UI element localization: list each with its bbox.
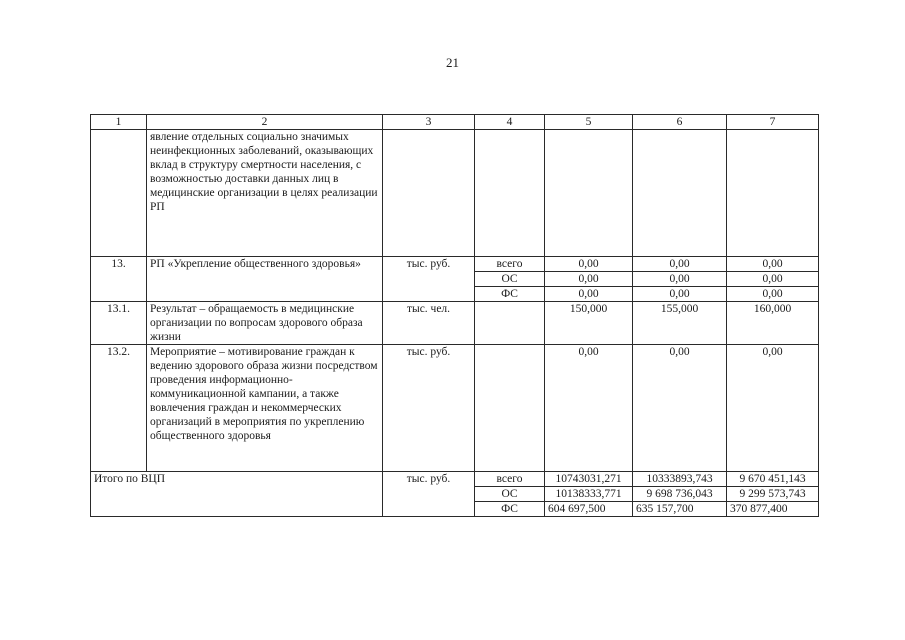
row-13-1-unit: тыс. чел. bbox=[383, 302, 475, 345]
row-13-1-col7: 160,000 bbox=[727, 302, 819, 345]
row-13-number: 13. bbox=[91, 257, 147, 302]
total-all-col6: 10333893,743 bbox=[633, 472, 727, 487]
row-13-total-col7: 0,00 bbox=[727, 257, 819, 272]
header-cell-3: 3 bbox=[383, 115, 475, 130]
continuation-row bbox=[91, 130, 819, 257]
row-13-os-col5: 0,00 bbox=[545, 272, 633, 287]
header-cell-4: 4 bbox=[475, 115, 545, 130]
total-unit: тыс. руб. bbox=[383, 472, 475, 517]
header-cell-2: 2 bbox=[147, 115, 383, 130]
row-13-1-number: 13.1. bbox=[91, 302, 147, 345]
row-13-label-os: ОС bbox=[475, 272, 545, 287]
total-all-col7: 9 670 451,143 bbox=[727, 472, 819, 487]
row-13-1-type-cell bbox=[475, 302, 545, 345]
header-cell-1: 1 bbox=[91, 115, 147, 130]
continuation-col6-cell bbox=[633, 130, 727, 257]
row-13-unit: тыс. руб. bbox=[383, 257, 475, 302]
header-cell-7: 7 bbox=[727, 115, 819, 130]
total-os-col7: 9 299 573,743 bbox=[727, 487, 819, 502]
continuation-text: явление отдельных социально значимых неинфекционных заболеваний, оказывающих вклад в структуру смертности населения, с возможностью доставки данных лиц в медицинские организации в целях реализации РП bbox=[147, 130, 383, 257]
row-13-total-col6: 0,00 bbox=[633, 257, 727, 272]
total-fs-col7: 370 877,400 bbox=[727, 502, 819, 517]
total-os-col5: 10138333,771 bbox=[545, 487, 633, 502]
total-label-os: ОС bbox=[475, 487, 545, 502]
total-os-col6: 9 698 736,043 bbox=[633, 487, 727, 502]
row-13-total-col5: 0,00 bbox=[545, 257, 633, 272]
row-13-fs-col5: 0,00 bbox=[545, 287, 633, 302]
page-number: 21 bbox=[446, 55, 459, 70]
row-13-2-col7: 0,00 bbox=[727, 345, 819, 472]
header-cell-5: 5 bbox=[545, 115, 633, 130]
header-row bbox=[91, 115, 819, 130]
row-13-fs-col7: 0,00 bbox=[727, 287, 819, 302]
row-13-1 bbox=[91, 302, 819, 345]
row-13-2 bbox=[91, 345, 819, 472]
row-13-os-col6: 0,00 bbox=[633, 272, 727, 287]
total-row-all bbox=[91, 472, 819, 487]
continuation-col7-cell bbox=[727, 130, 819, 257]
row-13-label-total: всего bbox=[475, 257, 545, 272]
row-13-2-number: 13.2. bbox=[91, 345, 147, 472]
row-13-2-name: Мероприятие – мотивирование граждан к ведению здорового образа жизни посредством проведения информационно-коммуникационной кампании, а также вовлечения граждан и некоммерческих организаций в мероприятия по укреплению общественного здоровья bbox=[147, 345, 383, 472]
total-label-all: всего bbox=[475, 472, 545, 487]
total-all-col5: 10743031,271 bbox=[545, 472, 633, 487]
row-13-2-type-cell bbox=[475, 345, 545, 472]
total-label: Итого по ВЦП bbox=[91, 472, 383, 517]
continuation-unit-cell bbox=[383, 130, 475, 257]
continuation-col5-cell bbox=[545, 130, 633, 257]
row-13-2-col6: 0,00 bbox=[633, 345, 727, 472]
row-13-label-fs: ФС bbox=[475, 287, 545, 302]
total-fs-col6: 635 157,700 bbox=[633, 502, 727, 517]
row-13-total bbox=[91, 257, 819, 272]
budget-table bbox=[90, 114, 819, 517]
total-label-fs: ФС bbox=[475, 502, 545, 517]
row-13-os-col7: 0,00 bbox=[727, 272, 819, 287]
row-13-fs-col6: 0,00 bbox=[633, 287, 727, 302]
header-cell-6: 6 bbox=[633, 115, 727, 130]
total-fs-col5: 604 697,500 bbox=[545, 502, 633, 517]
row-13-2-col5: 0,00 bbox=[545, 345, 633, 472]
continuation-num-cell bbox=[91, 130, 147, 257]
continuation-type-cell bbox=[475, 130, 545, 257]
row-13-1-name: Результат – обращаемость в медицинские организации по вопросам здорового образа жизни bbox=[147, 302, 383, 345]
row-13-1-col6: 155,000 bbox=[633, 302, 727, 345]
row-13-2-unit: тыс. руб. bbox=[383, 345, 475, 472]
row-13-name: РП «Укрепление общественного здоровья» bbox=[147, 257, 383, 302]
row-13-1-col5: 150,000 bbox=[545, 302, 633, 345]
